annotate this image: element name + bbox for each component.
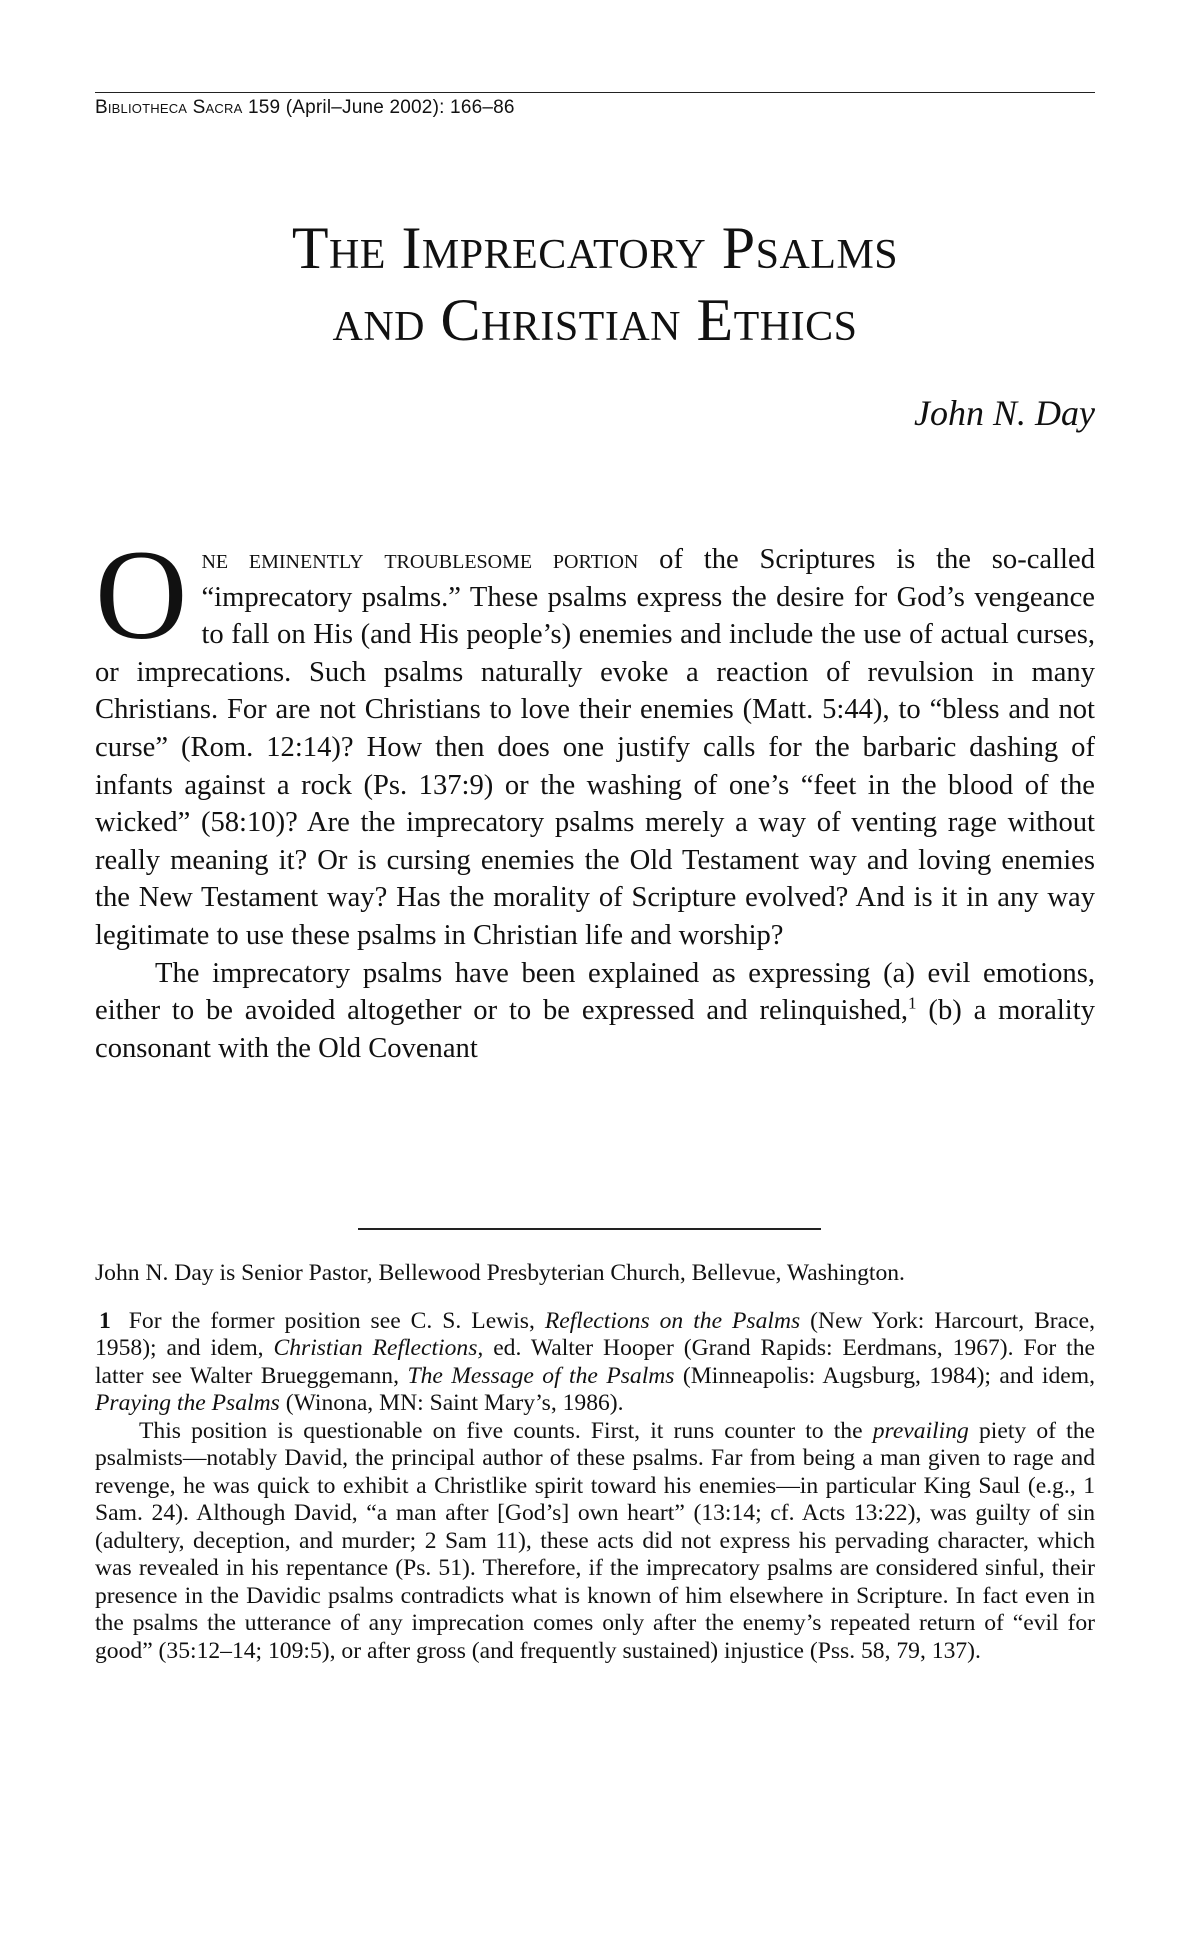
article-author: John N. Day xyxy=(914,393,1095,433)
drop-cap: O xyxy=(95,524,188,666)
footnote-rule xyxy=(358,1228,821,1230)
footnotes xyxy=(95,1260,1095,1665)
footnote-text: (Winona, MN: Saint Mary’s, 1986). xyxy=(279,1390,624,1416)
book-title: Reflections on the Psalms xyxy=(544,1307,801,1334)
book-title: Christian Reflections, xyxy=(273,1335,484,1361)
paragraph-2-text-b: (b) a morality consonant with the Old Covenant xyxy=(95,995,1095,1064)
footnote-1-continuation xyxy=(95,1418,1095,1666)
article-body xyxy=(95,524,1095,1067)
footnote-text: This position is questionable on five counts. First, it runs counter to the xyxy=(139,1417,873,1444)
title-line-2: and Christian Ethics xyxy=(332,287,858,353)
paragraph-2-text-a: The imprecatory psalms have been explained as expressing (a) evil emotions, either to be avoided altogether or to be expressed and relinquished, xyxy=(95,957,1095,1027)
footnote-text: ed. Walter Hooper (Grand Rapids: Eerdmans, 1967). For the latter see Walter Brueggemann, xyxy=(95,1335,1095,1389)
footnote-text: (Minneapolis: Augsburg, 1984); and idem, xyxy=(674,1362,1095,1389)
footnote-text: piety of the psalmists—notably David, the principal author of these psalms. Far from being a man given to rage and revenge, he was quick to exhibit a Christlike spirit toward his enemies—in particular King Saul (e.g., 1 Sam. 24). Although David, “a man after [God’s] own heart” (13:14; cf. Acts 13:22), was guilty of sin (adultery, deception, and murder; 2 Sam 11), these acts did not express his pervading character, which was revealed in his repentance (Ps. 51). Therefore, if the imprecatory psalms are considered sinful, their presence in the Davidic psalms contradicts what is known of him elsewhere in Scripture. In fact even in the psalms the utterance of any imprecation comes only after the enemy’s repeated return of “evil for good” (35:12–14; 109:5), or after gross (and frequently sustained) injustice (Pss. 58, 79, 137). xyxy=(95,1417,1095,1664)
footnote-1 xyxy=(95,1308,1095,1418)
paragraph-2 xyxy=(95,955,1095,1068)
article-title xyxy=(95,212,1095,356)
title-line-1: The Imprecatory Psalms xyxy=(291,215,899,281)
lead-in-text: ne eminently troublesome portion xyxy=(201,544,639,575)
paragraph-1-text: of the Scriptures is the so-called “imprecatory psalms.” These psalms express the desire for God’s vengeance to fall on His (and His people’s) enemies and include the use of actual curses, or imprecations. Such psalms naturally evoke a reaction of revulsion in many Christians. For are not Christians to love their enemies (Matt. 5:44), to “bless and not curse” (Rom. 12:14)? How then does one justify calls for the barbaric dashing of infants against a rock (Ps. 137:9) or the washing of one’s “feet in the blood of the wicked” (58:10)? Are the imprecatory psalms merely a way of venting rage without really meaning it? Or is cursing enemies the Old Testament way and loving enemies the New Testament way? Has the morality of Scripture evolved? And is it in any way legitimate to use these psalms in Christian life and worship? xyxy=(95,544,1095,951)
journal-name: Bibliotheca Sacra xyxy=(95,97,243,118)
journal-citation: 159 (April–June 2002): 166–86 xyxy=(247,97,515,118)
footnote-text: For the former position see C. S. Lewis, xyxy=(128,1307,545,1334)
book-title: Praying the Psalms xyxy=(95,1390,280,1416)
author-note: John N. Day is Senior Pastor, Bellewood Presbyterian Church, Bellevue, Washington. xyxy=(95,1260,905,1286)
footnote-ref-1[interactable]: 1 xyxy=(908,993,917,1013)
footnote-number: 1 xyxy=(99,1307,111,1334)
book-title: The Message of the Psalms xyxy=(407,1362,675,1389)
running-head xyxy=(95,92,1095,119)
paragraph-1 xyxy=(95,524,1095,955)
emphasis: prevailing xyxy=(872,1417,969,1444)
footnote-text: (New York: Harcourt, Brace, 1958); and idem, xyxy=(95,1307,1095,1361)
